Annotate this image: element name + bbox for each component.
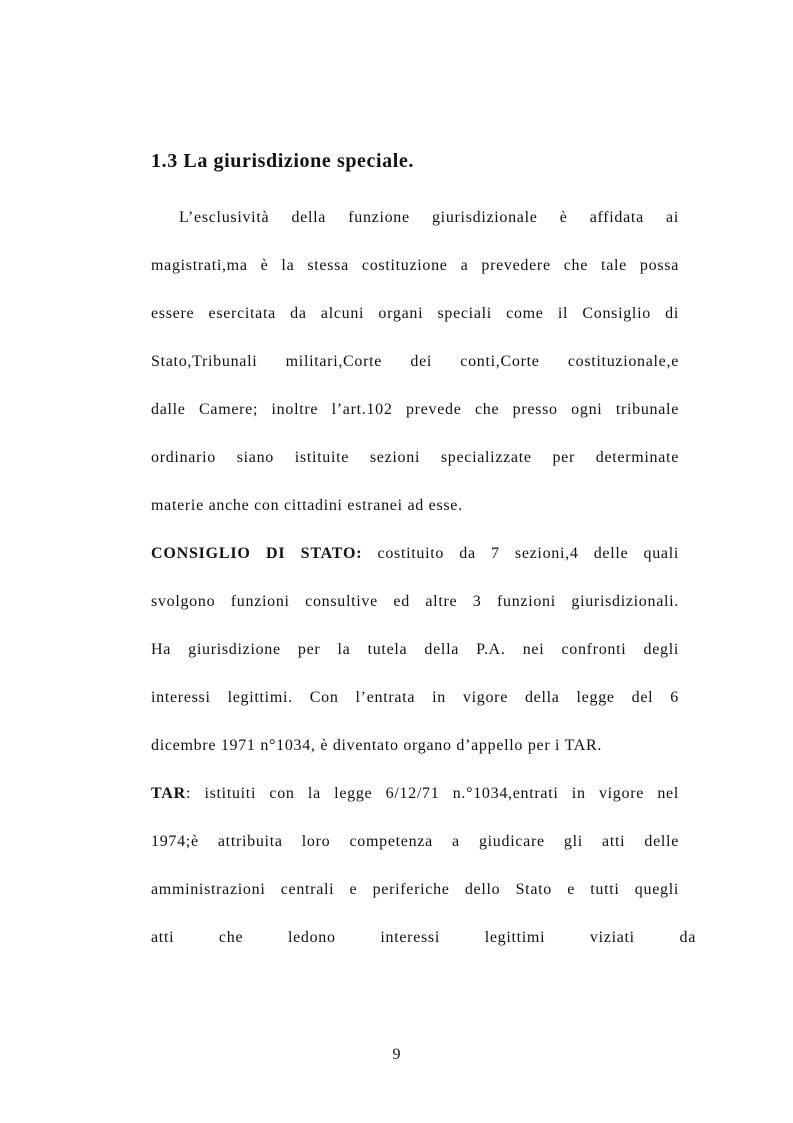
term-consiglio-di-stato: CONSIGLIO DI STATO:	[151, 545, 363, 562]
paragraph-line: dalle Camere; inoltre l’art.102 prevede che presso ogni tribunale	[151, 401, 679, 418]
paragraph-line-with-term	[151, 544, 679, 564]
page-number: 9	[392, 1046, 401, 1063]
paragraph-line: ordinario siano istituite sezioni specializzate per determinate	[151, 449, 679, 466]
paragraph-line: interessi legittimi. Con l’entrata in vigore della legge del 6	[151, 689, 679, 706]
paragraph-line-with-term	[151, 784, 679, 804]
paragraph-line: 1974;è attribuita loro competenza a giudicare gli atti delle	[151, 833, 679, 850]
paragraph-line-rest: costituito da 7 sezioni,4 delle quali	[362, 545, 679, 562]
paragraph-line: L’esclusività della funzione giurisdizionale è affidata ai	[179, 209, 679, 226]
term-tar: TAR	[151, 785, 186, 802]
paragraph-line-rest: : istituiti con la legge 6/12/71 n.°1034,entrati in vigore nel	[186, 785, 679, 802]
section-heading: 1.3 La giurisdizione speciale.	[151, 150, 414, 172]
paragraph-line: Stato,Tribunali militari,Corte dei conti,Corte costituzionale,e	[151, 353, 679, 370]
paragraph-line: magistrati,ma è la stessa costituzione a prevedere che tale possa	[151, 257, 679, 274]
paragraph-line: atti che ledono interessi legittimi viziati da	[151, 929, 697, 946]
paragraph-line: essere esercitata da alcuni organi speciali come il Consiglio di	[151, 305, 679, 322]
paragraph-line: materie anche con cittadini estranei ad esse.	[151, 497, 463, 514]
paragraph-line: dicembre 1971 n°1034, è diventato organo d’appello per i TAR.	[151, 737, 603, 754]
paragraph-line: Ha giurisdizione per la tutela della P.A. nei confronti degli	[151, 641, 679, 658]
paragraph-line: amministrazioni centrali e periferiche dello Stato e tutti quegli	[151, 881, 679, 898]
paragraph-line: svolgono funzioni consultive ed altre 3 funzioni giurisdizionali.	[151, 593, 679, 610]
